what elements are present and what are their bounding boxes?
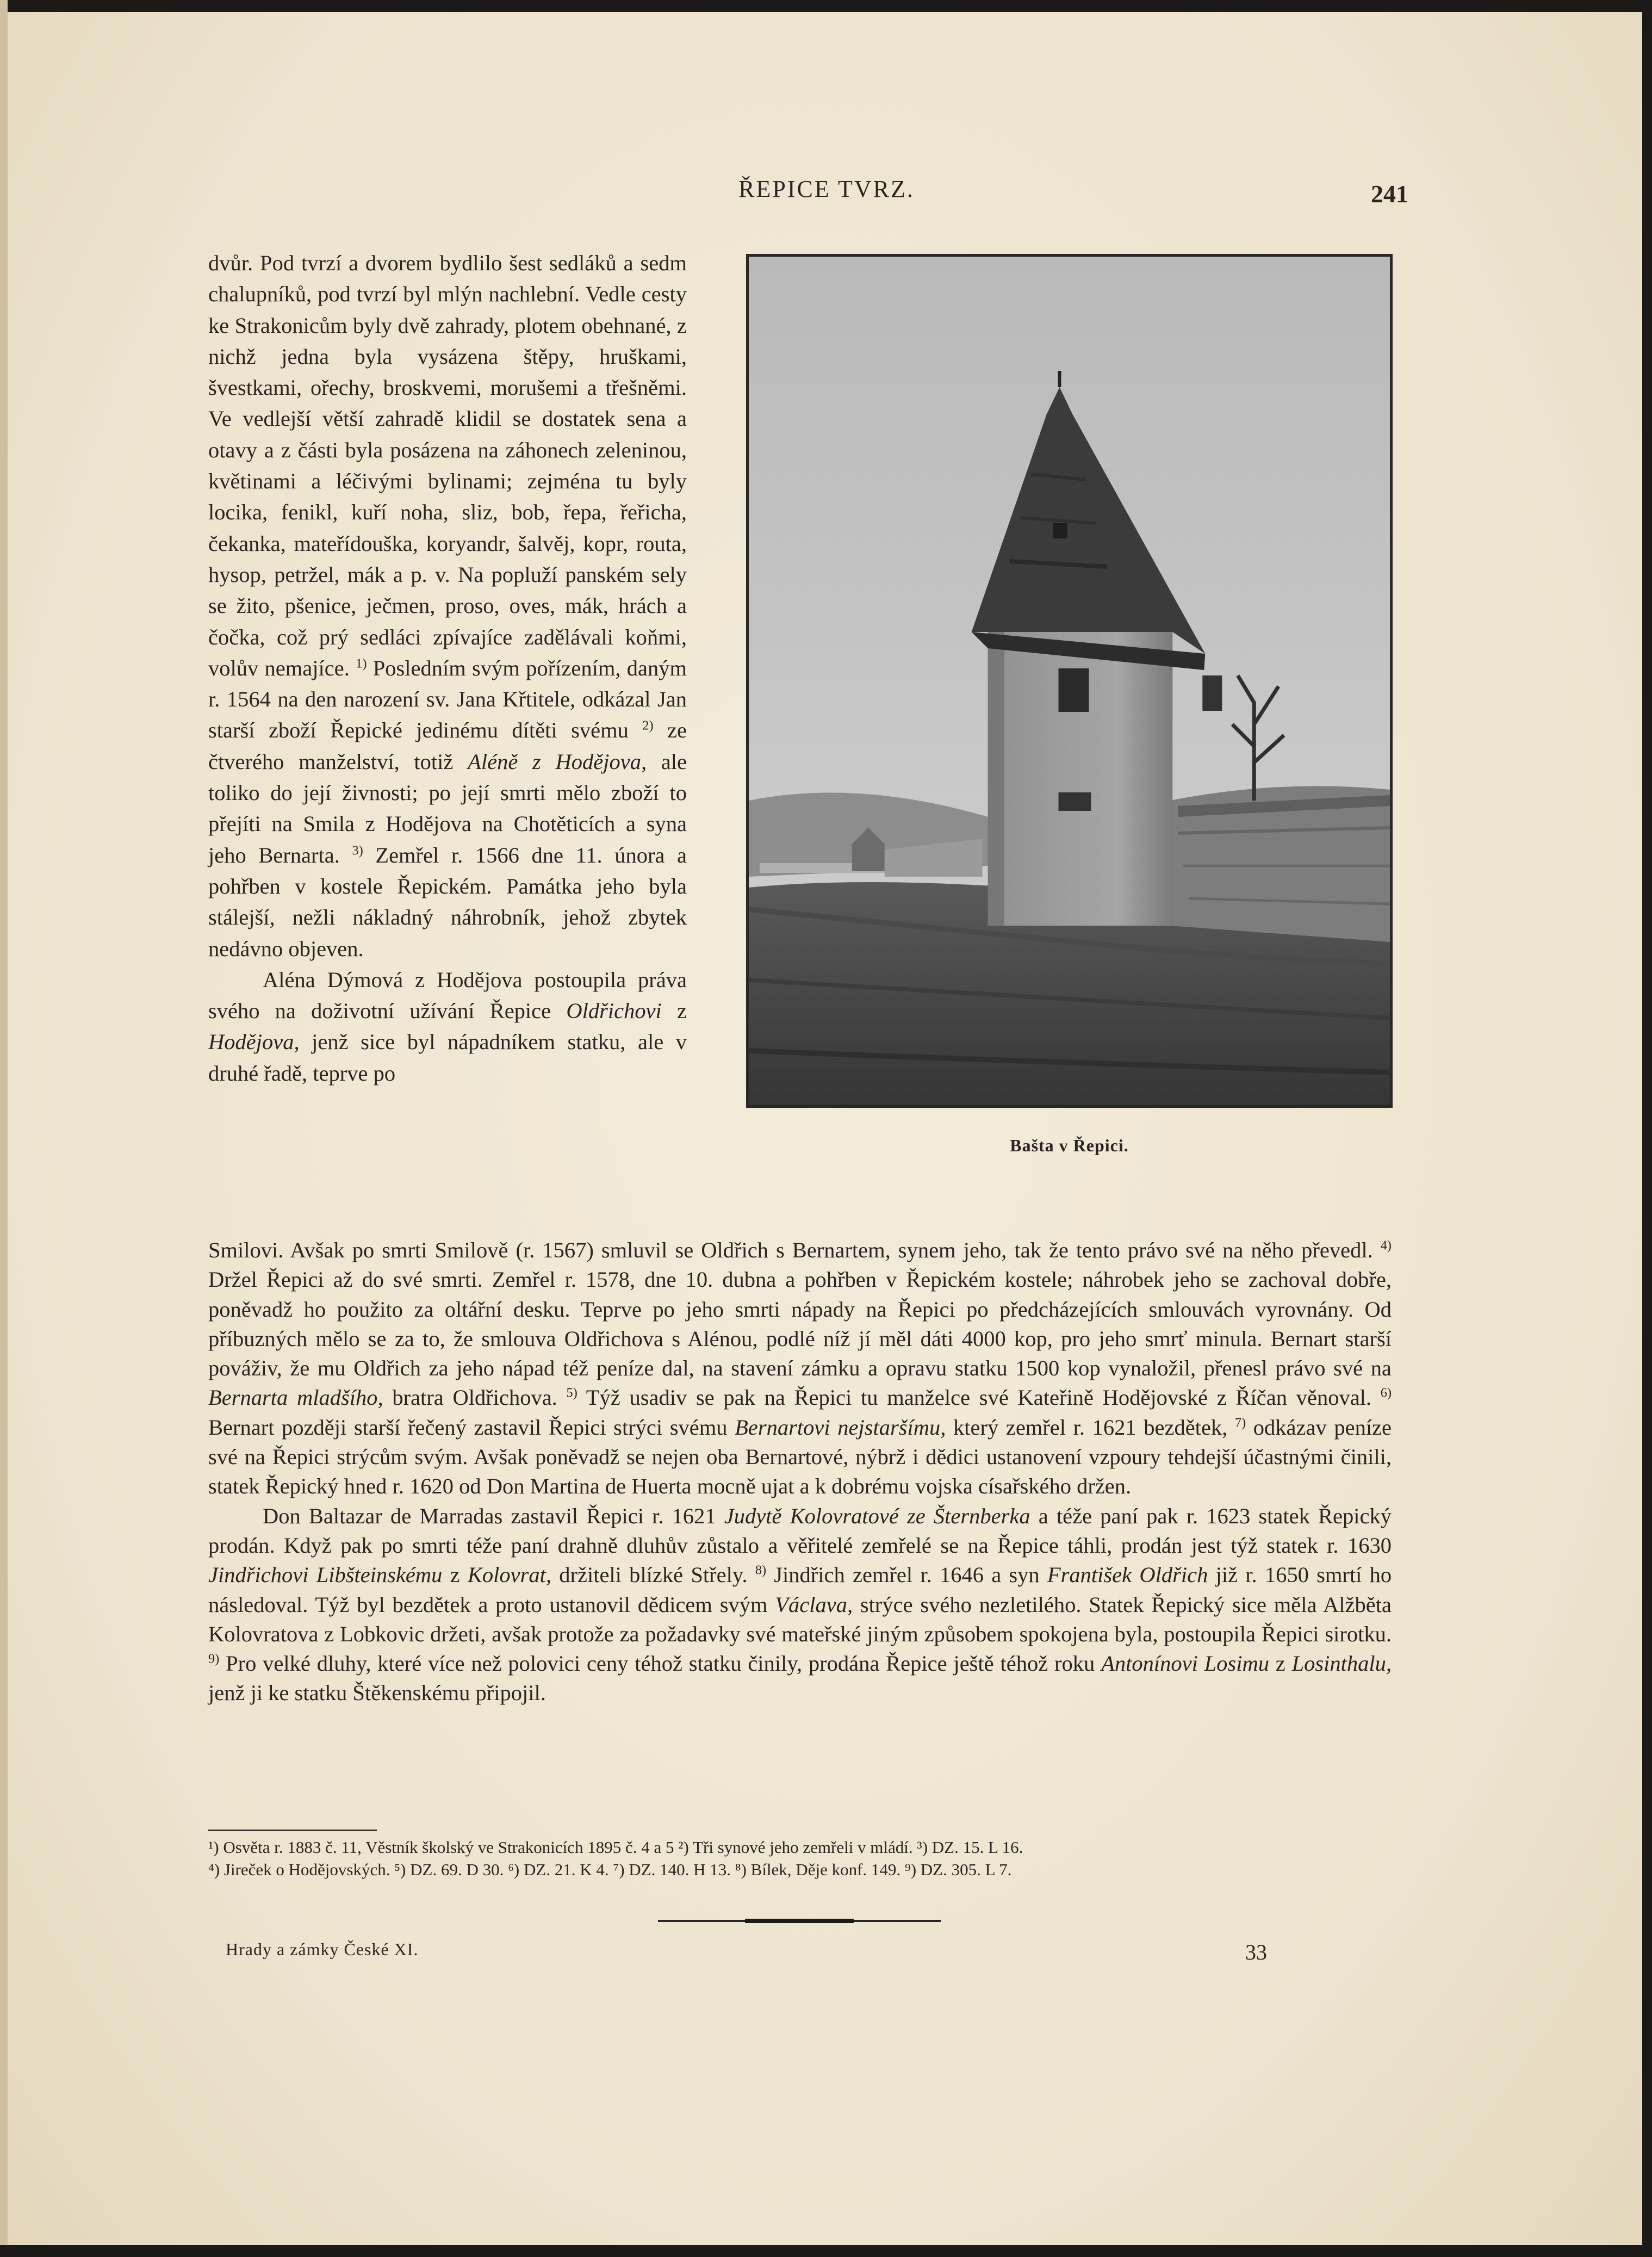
footnote-ref-4: 4)	[1380, 1238, 1392, 1253]
footnote-ref-3: 3)	[352, 843, 363, 858]
footnote-ref-1: 1)	[356, 656, 367, 671]
footnote-ref-6: 6)	[1380, 1385, 1392, 1400]
name-judyta: Judytě Kolovratové ze Šternberka	[724, 1503, 1030, 1528]
sheet-signature: Hrady a zámky České XI.	[226, 1939, 419, 1959]
name-antonin: Antonínovi Losimu	[1101, 1651, 1269, 1676]
name-bernart-mladsi: Bernarta mladšího,	[208, 1385, 383, 1410]
running-title: ŘEPICE TVRZ.	[738, 176, 915, 202]
paragraph-3: Don Baltazar de Marradas zastavil Řepici r. 1621 Judytě Kolovratové ze Šternberka a téže paní pak r. 1623 statek Řepický prodán. Když pak po smrti téže paní drahně dluhův zůstalo a věřitelé zemřelé se na Řepice táhli, prodán jest týž statek r. 1630 Jindřichovi Libšteinskému z Kolovrat, držiteli blízké Střely. $^{8)}$ Jindřich zemřel r. 1646 a syn František Oldřich již r. 1650 smrtí ho následoval. Týž byl bezdětek a proto ustanovil dědicem svým Václava, strýce svého nezletilého. Statek Řepický sice měla Alžběta Kolovratova z Lobkovic držeti, avšak protože za požadavky své mateřské jiným způsobem spokojena byla, postoupila Řepici sirotku. $^{9)}$ Pro velké dluhy, které více než polovici ceny téhož statku činily, prodána Řepice ještě téhož roku Antonínovi Losimu z Losinthalu, jenž ji ke statku Štěkenskému připojil.	[208, 1503, 1392, 1706]
figure-caption: Bašta v Řepici.	[1010, 1136, 1129, 1155]
name-vaclav: Václava,	[775, 1592, 853, 1617]
footnote-ref-8: 8)	[755, 1562, 767, 1578]
tower-photograph	[749, 257, 1390, 1105]
left-column-text	[208, 247, 687, 1089]
scan-edge-top	[0, 0, 1652, 12]
photo-basta	[746, 254, 1393, 1108]
scan-edge-left	[0, 0, 8, 2257]
footnote-ref-2: 2)	[642, 718, 654, 733]
name-oldrich: Oldřichovi	[566, 999, 662, 1024]
footnote-line-2: ⁴) Jireček o Hodějovských. ⁵) DZ. 69. D 30. ⁶) DZ. 21. K 4. ⁷) DZ. 140. H 13. ⁸) Bílek, Děje konf. 149. ⁹) DZ. 305. L 7.	[208, 1860, 1012, 1879]
name-losinthal: Losinthalu,	[1291, 1651, 1392, 1676]
full-width-text	[208, 1236, 1392, 1708]
name-frantisek: František Oldřich	[1047, 1562, 1208, 1588]
footnote-ref-9: 9)	[208, 1651, 220, 1666]
name-hodejov: Hodějova,	[208, 1030, 300, 1055]
scan-edge-right	[1642, 0, 1652, 2257]
name-kolovrat: Kolovrat,	[467, 1562, 551, 1588]
end-rule-center	[745, 1919, 854, 1923]
footnote-line-1: ¹) Osvěta r. 1883 č. 11, Věstník školský ve Strakonicích 1895 č. 4 a 5 ²) Tři synové jeho zemřeli v mládí. ³) DZ. 15. L 16.	[208, 1838, 1023, 1857]
footnote-ref-7: 7)	[1234, 1415, 1246, 1430]
name-bernart-nejstarsi: Bernartovi nejstaršímu,	[735, 1415, 946, 1440]
paragraph-2: Aléna Dýmová z Hodějova postoupila práva svého na doživotní užívání Řepice Oldřichovi z Hodějova, jenž sice byl nápadníkem statku, ale v druhé řadě, teprve po	[208, 967, 687, 1086]
footnote-ref-5: 5)	[566, 1385, 577, 1400]
name-jindrich: Jindřichovi Libšteinskému	[208, 1562, 443, 1588]
paragraph-2-continued: Smilovi. Avšak po smrti Smilově (r. 1567) smluvil se Oldřich s Bernartem, synem jeho, tak že tento právo své na něho převedl. $^{4)}$ Držel Řepici až do své smrti. Zemřel r. 1578, dne 10. dubna a pohřben v Řepickém kostele; náhrobek jeho se zachoval dobře, poněvadž ho použito za oltářní desku. Teprve po jeho smrti nápady na Řepici po předcházejících smlouvách vyrovnány. Od příbuzných mělo se za to, že smlouva Oldřichova s Alénou, podlé níž jí měl dáti 4000 kop, pro jeho smrť minula. Bernart starší pováživ, že mu Oldřich za jeho nápad též peníze dal, na stavení zámku a opravu statku 1500 kop vynaložil, přenesl právo své na Bernarta mladšího, bratra Oldřichova. $^{5)}$ Týž usadiv se pak na Řepici tu manželce své Kateřině Hodějovské z Říčan věnoval. $^{6)}$ Bernart později starší řečený zastavil Řepici strýci svému Bernartovi nejstaršímu, který zemřel r. 1621 bezdětek, $^{7)}$ odkázav peníze své na Řepici strýcům svým. Avšak poněvadž se nejen oba Bernartové, nýbrž i dědici ustanovení vzpoury tehdejší účastnými činili, statek Řepický hned r. 1620 od Don Martina de Huerta mocně ujat a k dobrému vojska císařského držen.	[208, 1238, 1392, 1499]
page-number: 241	[1371, 180, 1408, 208]
name-alena: Aléně z Hodějova,	[468, 749, 647, 774]
paragraph-1: dvůr. Pod tvrzí a dvorem bydlilo šest sedláků a sedm chalupníků, pod tvrzí byl mlýn nachlební. Vedle cesty ke Strakonicům byly dvě zahrady, plotem obehnané, z nichž jedna byla vysázena štěpy, hruškami, švestkami, ořechy, broskvemi, morušemi a třešněmi. Ve vedlejší větší zahradě klidil se dostatek sena a otavy a z části byla posázena na záhonech zeleninou, květinami a léčivými bylinami; zejména tu byly locika, fenikl, kuří noha, sliz, bob, řepa, řeřicha, čekanka, mateřídouška, koryandr, šalvěj, kopr, routa, hysop, petržel, mák a p. v. Na popluží panském sely se žito, pšenice, ječmen, proso, oves, mák, hrách a čočka, což prý sedláci zpívajíce zadělávali koňmi, volův nemajíce. $^{1)}$ Posledním svým pořízením, daným r. 1564 na den narození sv. Jana Křtitele, odkázal Jan starší zboží Řepické jedinému dítěti svému $^{2)}$ ze čtverého manželství, totiž Aléně z Hodějova, ale toliko do její živnosti; po její smrti mělo zboží to přejíti na Smila z Hodějova na Chotěticích a syna jeho Bernarta. $^{3)}$ Zemřel r. 1566 dne 11. února a pohřben v kostele Řepickém. Památka jeho byla stálejší, nežli nákladný náhrobník, jehož zbytek nedávno objeven.	[208, 251, 687, 961]
footnote-rule	[208, 1830, 377, 1831]
scan-edge-bottom	[0, 2245, 1652, 2257]
sheet-number: 33	[1245, 1940, 1267, 1964]
footnotes	[208, 1836, 1392, 1881]
